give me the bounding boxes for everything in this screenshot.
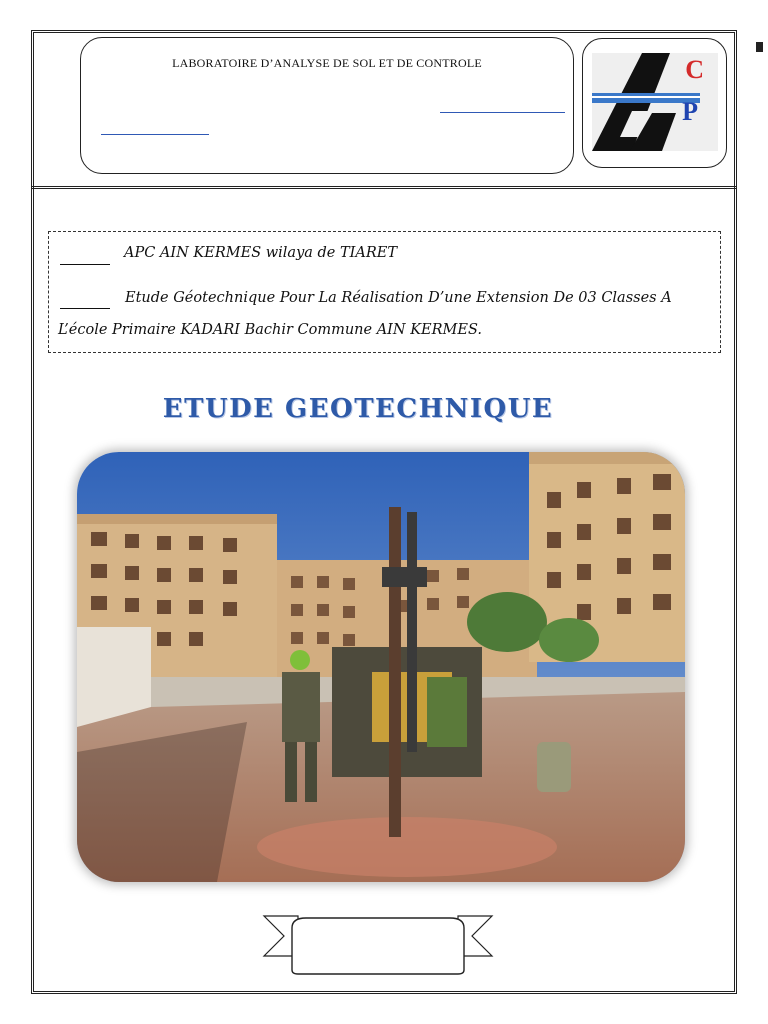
margin-mark <box>756 42 763 52</box>
info-client: APC AIN KERMES wilaya de TIARET <box>124 245 398 261</box>
info-location: L’école Primaire KADARI Bachir Commune AIN KERMES. <box>58 322 482 338</box>
site-photo <box>77 452 685 882</box>
blank-line-left <box>101 134 209 135</box>
company-logo <box>582 38 727 168</box>
blank-line-right <box>440 112 565 113</box>
ribbon-label <box>292 930 464 974</box>
lab-title: LABORATOIRE D’ANALYSE DE SOL ET DE CONTROLE <box>172 56 482 70</box>
blank-line-1 <box>60 264 110 265</box>
header-lab-box <box>80 37 574 174</box>
info-project: Etude Géotechnique Pour La Réalisation D’une Extension De 03 Classes A <box>125 290 672 306</box>
logo-letter-c: C <box>685 55 704 84</box>
logo-plate <box>592 53 718 151</box>
drilling-rig-photo <box>77 452 685 882</box>
main-title: ETUDE GEOTECHNIQUE <box>162 394 554 424</box>
blank-line-2 <box>60 308 110 309</box>
header-divider <box>31 186 737 189</box>
logo-letter-p: P <box>682 97 698 126</box>
